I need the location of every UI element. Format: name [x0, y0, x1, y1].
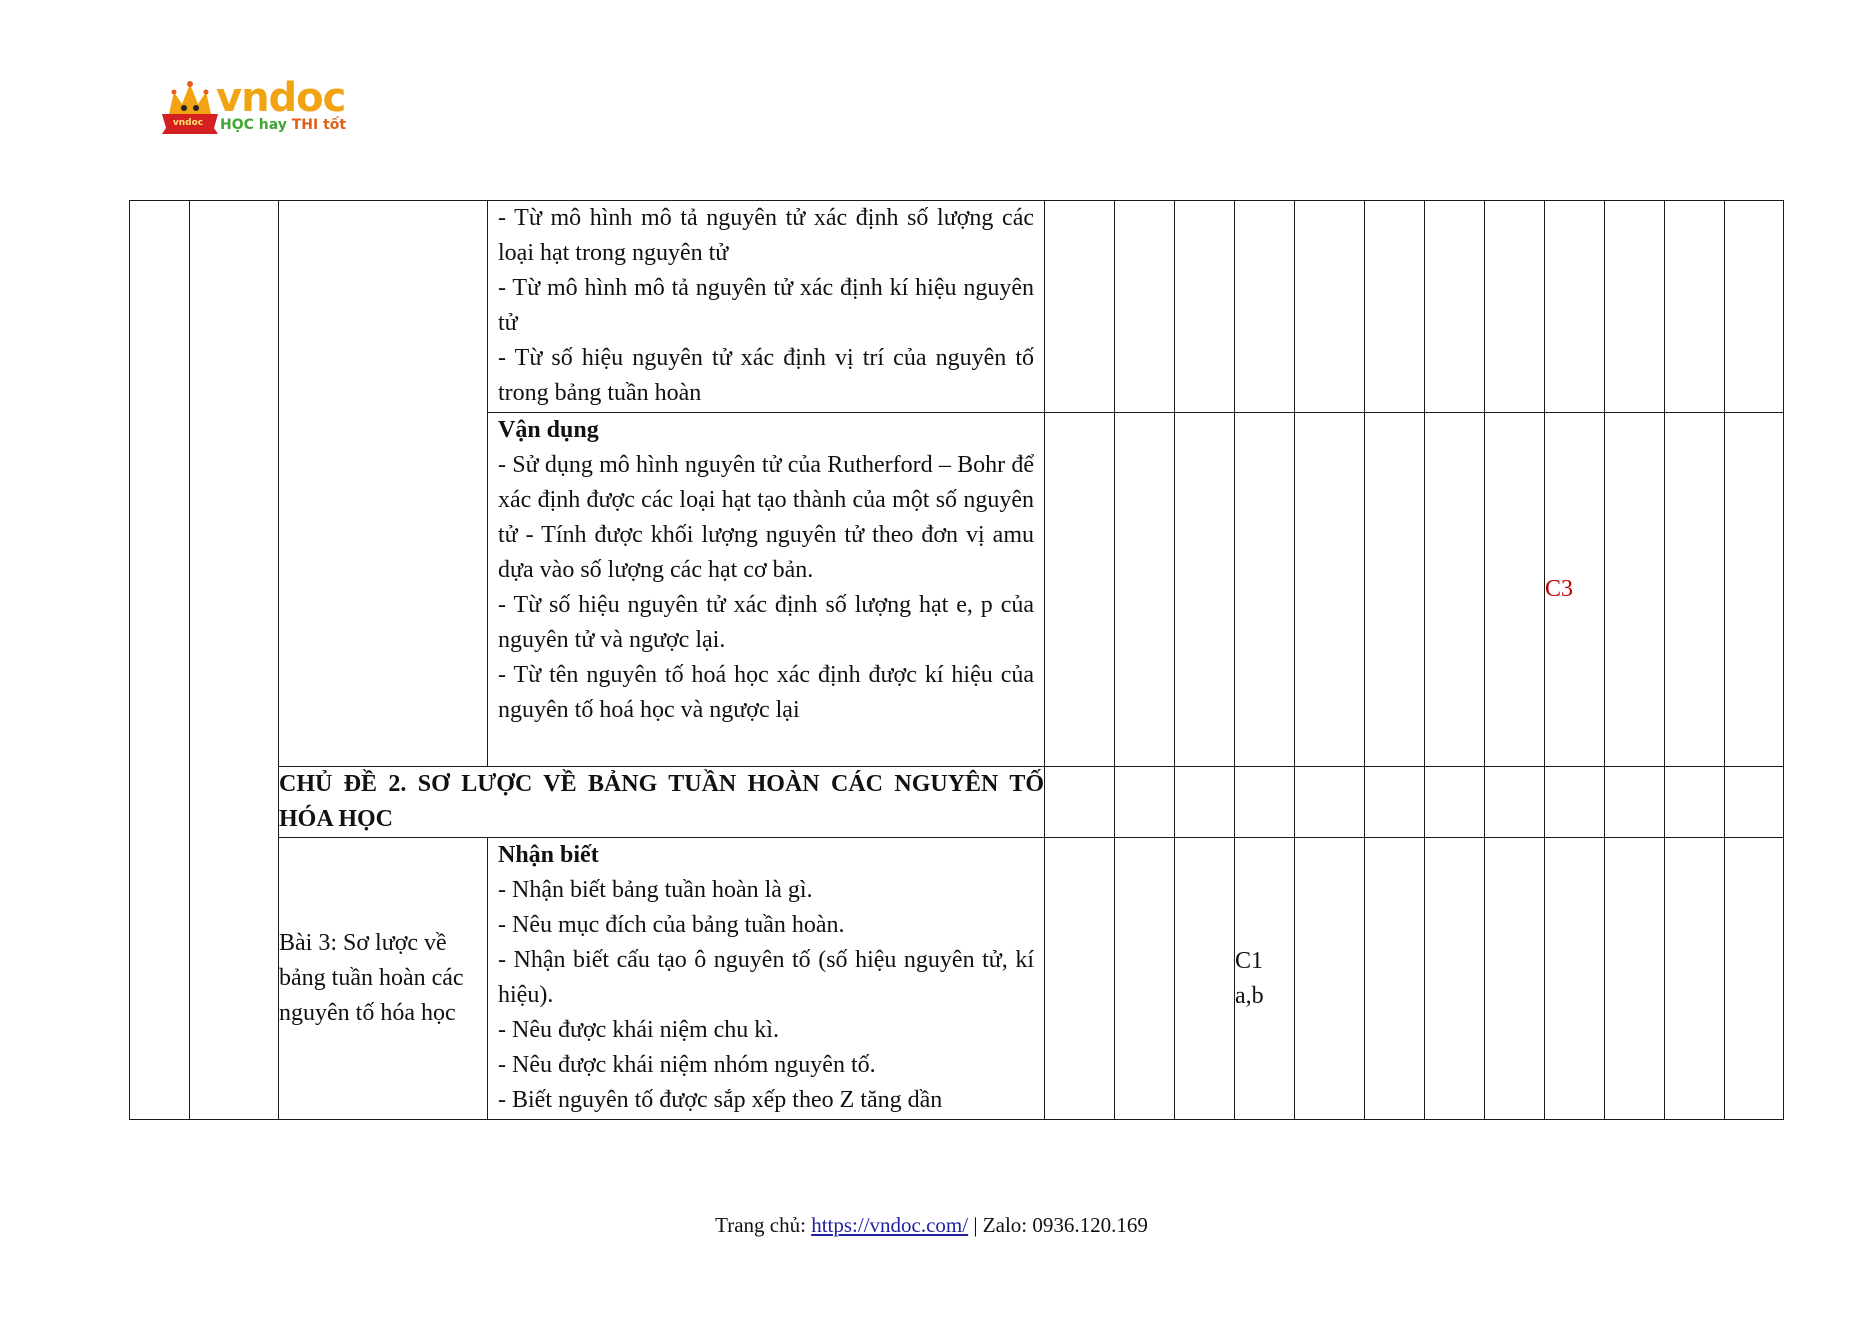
grid-cell — [1665, 767, 1725, 838]
logo-ribbon-text: vndoc — [172, 118, 204, 128]
requirement-cell — [488, 201, 1045, 413]
logo-tagline — [220, 116, 346, 134]
requirement-line: - Nêu mục đích của bảng tuần hoàn. — [498, 912, 845, 938]
requirement-line: - Sử dụng mô hình nguyên tử của Rutherford – Bohr để xác định được các loại hạt tạo thành của một số nguyên tử - Tính được khối lượng nguyên tử theo đơn vị amu dựa vào số lượng các hạt cơ bản. — [498, 452, 1034, 583]
grid-cell — [1485, 413, 1545, 767]
level-heading: Vận dụng — [498, 417, 599, 443]
grid-cell — [1365, 838, 1425, 1120]
logo-tagline-a: HỌC hay — [220, 117, 292, 133]
grid-cell — [1545, 838, 1605, 1120]
question-mark-parts: a,b — [1235, 982, 1264, 1009]
grid-cell — [1115, 201, 1175, 413]
grid-cell — [1425, 767, 1485, 838]
requirement-line: - Nhận biết cấu tạo ô nguyên tố (số hiệu nguyên tử, kí hiệu). — [498, 947, 1034, 1008]
grid-cell — [1235, 201, 1295, 413]
grid-cell — [1425, 838, 1485, 1120]
grid-cell — [1725, 767, 1784, 838]
footer-prefix: Trang chủ: — [715, 1213, 812, 1237]
requirement-line: - Từ số hiệu nguyên tử xác định số lượng hạt e, p của nguyên tử và ngược lại. — [498, 592, 1034, 653]
requirement-line: - Biết nguyên tố được sắp xếp theo Z tăng dần — [498, 1087, 943, 1113]
grid-cell — [1605, 838, 1665, 1120]
grid-cell — [1665, 201, 1725, 413]
level-heading: Nhận biết — [498, 842, 599, 868]
requirement-cell — [488, 413, 1045, 767]
grid-cell — [1175, 201, 1235, 413]
grid-cell — [1485, 767, 1545, 838]
grid-cell — [1295, 413, 1365, 767]
content-matrix-table — [129, 200, 1784, 1120]
question-mark-cell — [1235, 838, 1295, 1120]
requirement-line: - Từ mô hình mô tả nguyên tử xác định số lượng các loại hạt trong nguyên tử — [498, 205, 1034, 266]
vndoc-logo[interactable] — [160, 75, 350, 140]
grid-cell — [1545, 767, 1605, 838]
grid-cell — [1605, 767, 1665, 838]
grid-cell — [1365, 201, 1425, 413]
logo-wordmark: vndoc — [216, 75, 346, 121]
grid-cell — [1295, 838, 1365, 1120]
requirement-line: - Từ tên nguyên tố hoá học xác định được kí hiệu của nguyên tố hoá học và ngược lại — [498, 662, 1034, 723]
footer-home-link[interactable]: https://vndoc.com/ — [811, 1213, 969, 1237]
requirement-line: - Từ mô hình mô tả nguyên tử xác định kí hiệu nguyên tử — [498, 275, 1034, 336]
grid-cell — [1545, 201, 1605, 413]
grid-cell — [1725, 201, 1784, 413]
grid-cell — [1045, 838, 1115, 1120]
grid-cell — [1235, 767, 1295, 838]
requirement-line: - Từ số hiệu nguyên tử xác định vị trí của nguyên tố trong bảng tuần hoàn — [498, 345, 1034, 406]
question-mark-cell: C3 — [1545, 413, 1605, 767]
col-chuong-cell — [190, 201, 279, 1120]
grid-cell — [1485, 838, 1545, 1120]
grid-cell — [1365, 767, 1425, 838]
grid-cell — [1115, 413, 1175, 767]
logo-mascot-icon — [160, 78, 220, 140]
topic-heading-cell: CHỦ ĐỀ 2. SƠ LƯỢC VỀ BẢNG TUẦN HOÀN CÁC NGUYÊN TỐ HÓA HỌC — [279, 767, 1045, 838]
page-footer — [0, 1212, 1863, 1238]
grid-cell — [1045, 201, 1115, 413]
requirement-line: - Nêu được khái niệm chu kì. — [498, 1017, 779, 1043]
grid-cell — [1605, 413, 1665, 767]
grid-cell — [1665, 838, 1725, 1120]
requirement-cell — [488, 838, 1045, 1120]
grid-cell — [1045, 767, 1115, 838]
grid-cell — [1175, 413, 1235, 767]
table-row — [130, 201, 1784, 413]
grid-cell — [1485, 201, 1545, 413]
grid-cell — [1295, 201, 1365, 413]
table-row — [130, 767, 1784, 838]
lesson-title-cell: Bài 3: Sơ lược về bảng tuần hoàn các nguyên tố hóa học — [279, 838, 488, 1120]
grid-cell — [1425, 201, 1485, 413]
grid-cell — [1045, 413, 1115, 767]
question-mark-number: C1 — [1235, 947, 1264, 974]
logo-tagline-b: THI tốt — [291, 117, 347, 133]
grid-cell — [1175, 838, 1235, 1120]
grid-cell — [1725, 413, 1784, 767]
grid-cell — [1235, 413, 1295, 767]
grid-cell — [1725, 838, 1784, 1120]
grid-cell — [1665, 413, 1725, 767]
grid-cell — [1115, 838, 1175, 1120]
col-stt-cell — [130, 201, 190, 1120]
requirement-line: - Nhận biết bảng tuần hoàn là gì. — [498, 877, 813, 903]
grid-cell — [1175, 767, 1235, 838]
footer-suffix: | Zalo: 0936.120.169 — [968, 1213, 1148, 1237]
col-noi-dung-cell — [279, 201, 488, 767]
table-row — [130, 838, 1784, 1120]
grid-cell — [1295, 767, 1365, 838]
grid-cell — [1115, 767, 1175, 838]
grid-cell — [1605, 201, 1665, 413]
grid-cell — [1365, 413, 1425, 767]
grid-cell — [1425, 413, 1485, 767]
requirement-line: - Nêu được khái niệm nhóm nguyên tố. — [498, 1052, 876, 1078]
